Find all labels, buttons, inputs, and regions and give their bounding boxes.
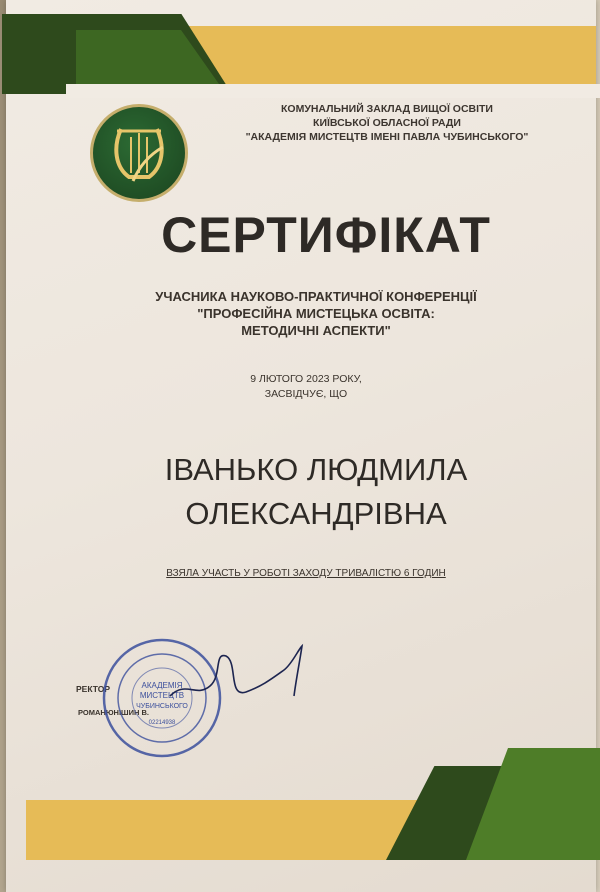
top-white-band (66, 84, 600, 98)
certifies-line: ЗАСВІДЧУЄ, ЩО (264, 388, 348, 400)
participation-statement (136, 568, 476, 579)
institution-line-1: КОМУНАЛЬНИЙ ЗАКЛАД ВИЩОЇ ОСВІТИ (281, 103, 493, 115)
svg-text:МИСТЕЦТВ: МИСТЕЦТВ (139, 691, 185, 700)
rector-signature (166, 640, 316, 715)
institution-line-2: КИЇВСЬКОЇ ОБЛАСНОЇ РАДИ (313, 117, 461, 129)
date-block (196, 372, 416, 402)
svg-text:АКАДЕМІЯ: АКАДЕМІЯ (141, 681, 183, 690)
svg-text:02214938: 02214938 (148, 720, 176, 726)
recipient-name (66, 448, 566, 536)
conference-line-2: "ПРОФЕСІЙНА МИСТЕЦЬКА ОСВІТА: (197, 306, 435, 321)
rector-label: РЕКТОР (76, 684, 110, 694)
conference-line-3: МЕТОДИЧНІ АСПЕКТИ" (241, 323, 391, 338)
recipient-name-line-2: ОЛЕКСАНДРІВНА (185, 496, 447, 531)
certificate-title: СЕРТИФІКАТ (161, 207, 491, 263)
participation-text: ВЗЯЛА УЧАСТЬ У РОБОТІ ЗАХОДУ ТРИВАЛІСТЮ 6 ГОДИН (166, 568, 446, 579)
conference-block (96, 288, 536, 339)
institution-header (242, 102, 532, 144)
date-line: 9 ЛЮТОГО 2023 РОКУ, (250, 373, 362, 385)
institution-line-3: "АКАДЕМІЯ МИСТЕЦТВ ІМЕНІ ПАВЛА ЧУБИНСЬКОГО" (245, 131, 529, 143)
conference-line-1: УЧАСНИКА НАУКОВО-ПРАКТИЧНОЇ КОНФЕРЕНЦІЇ (155, 289, 477, 304)
certificate-sheet (6, 0, 596, 892)
rector-name: РОМАНЮНІШИН В. (78, 708, 149, 717)
recipient-name-line-1: ІВАНЬКО ЛЮДМИЛА (164, 452, 468, 487)
lyre-logo-icon (90, 104, 188, 202)
svg-text:ЧУБИНСЬКОГО: ЧУБИНСЬКОГО (136, 703, 188, 710)
